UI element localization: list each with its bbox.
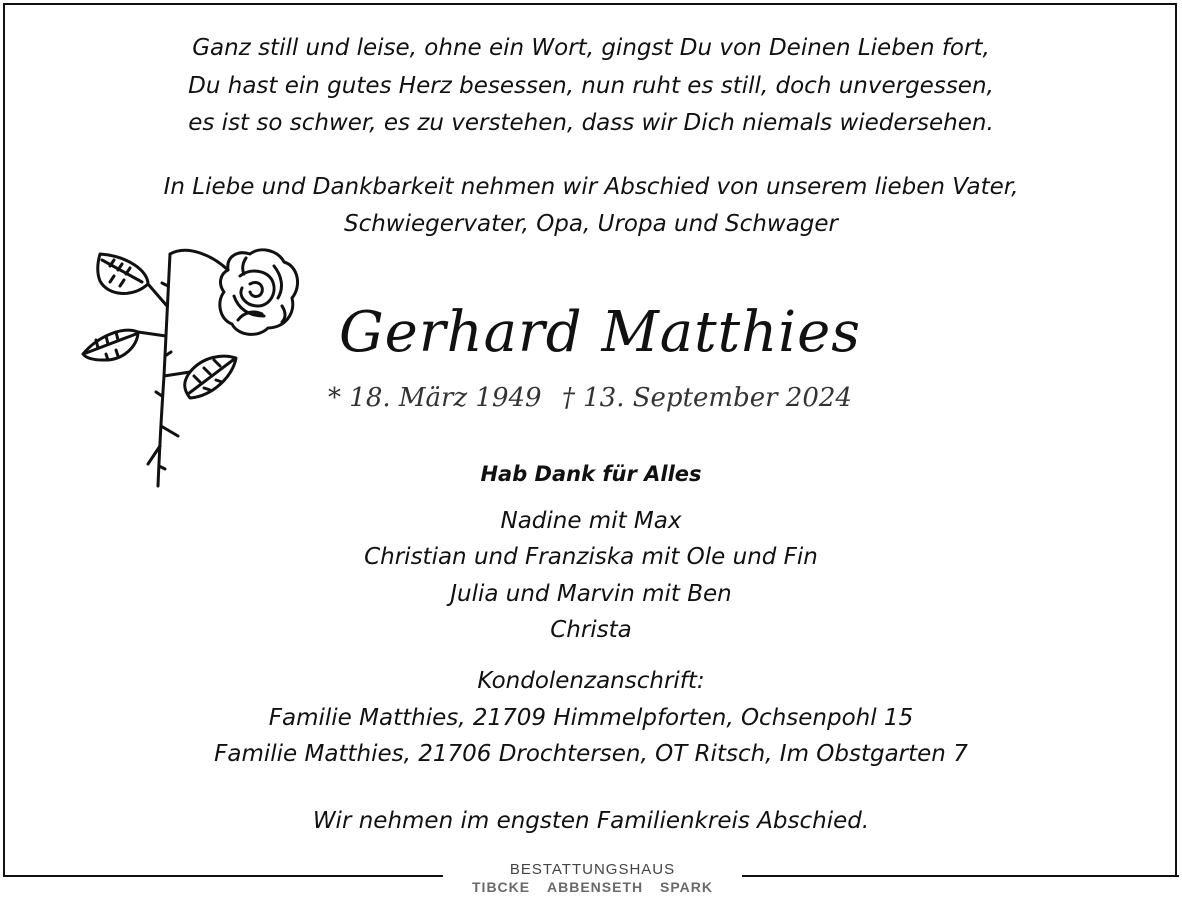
- address-line-2: Familie Matthies, 21706 Drochtersen, OT Ritsch, Im Obstgarten 7: [214, 741, 968, 767]
- mourner-line-4: Christa: [550, 617, 632, 643]
- poem-line-1: Ganz still und leise, ohne ein Wort, gingst Du von Deinen Lieben fort,: [192, 35, 990, 61]
- mourner-line-3: Julia und Marvin mit Ben: [450, 581, 732, 607]
- birth-date: * 18. März 1949: [328, 383, 542, 413]
- mourner-line-2: Christian und Franziska mit Ole und Fin: [364, 544, 818, 570]
- deceased-name: Gerhard Matthies: [338, 300, 862, 365]
- funeral-home-name-1: TIBCKE: [472, 879, 531, 895]
- intro-line-1: In Liebe und Dankbarkeit nehmen wir Abschied von unserem lieben Vater,: [163, 174, 1019, 200]
- poem-line-3: es ist so schwer, es zu verstehen, dass wir Dich niemals wiedersehen.: [188, 110, 994, 136]
- funeral-home-name-3: SPARK: [660, 879, 713, 895]
- address-line-1: Familie Matthies, 21709 Himmelpforten, Ochsenpohl 15: [268, 705, 914, 731]
- funeral-home-title: BESTATTUNGSHAUS: [509, 861, 676, 878]
- closing-line: Wir nehmen im engsten Familienkreis Abschied.: [312, 808, 870, 834]
- funeral-home-names: [443, 879, 742, 895]
- intro-line-2: Schwiegervater, Opa, Uropa und Schwager: [343, 211, 838, 237]
- condolence-label: Kondolenzanschrift:: [477, 668, 705, 694]
- life-dates: [270, 383, 910, 413]
- frame-bottom-left: [3, 875, 443, 877]
- funeral-home-name-2: ABBENSETH: [547, 879, 644, 895]
- death-date: † 13. September 2024: [561, 383, 852, 413]
- rose-drawing-icon: [78, 236, 308, 494]
- poem-line-2: Du hast ein gutes Herz besessen, nun ruht es still, doch unvergessen,: [188, 73, 994, 99]
- thanks-line: Hab Dank für Alles: [480, 462, 702, 486]
- mourner-line-1: Nadine mit Max: [500, 508, 682, 534]
- frame-bottom-right: [742, 875, 1179, 877]
